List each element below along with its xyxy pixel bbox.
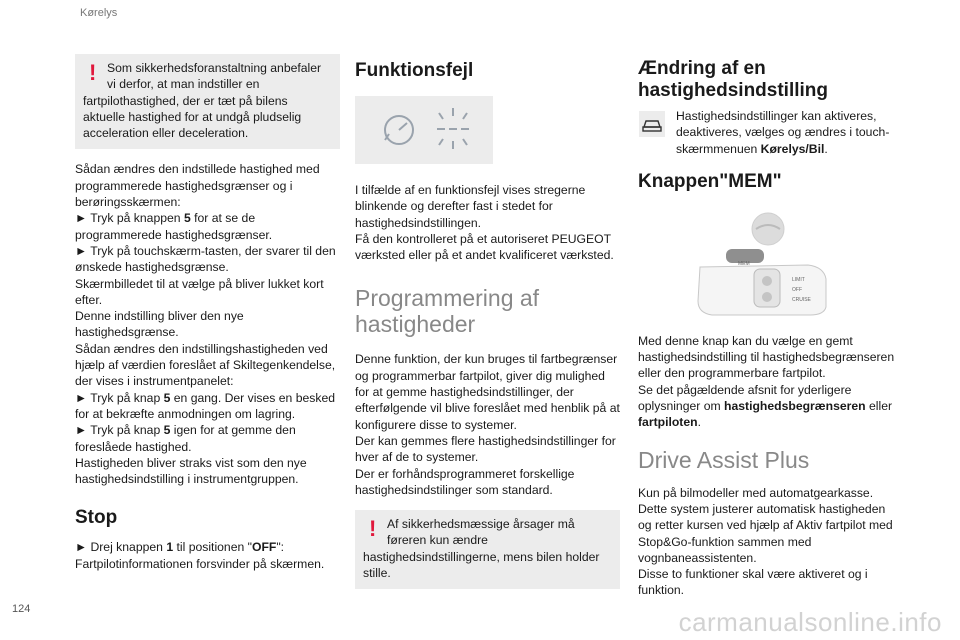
- stop-title: Stop: [75, 507, 118, 529]
- column-1: [75, 54, 340, 572]
- mem-text-2: Se det pågældende afsnit for yderligere oplysninger om hastighedsbegrænseren eller fartpiloten.: [638, 382, 893, 430]
- off-label: OFF: [792, 286, 802, 293]
- drive-text-3: Disse to funktioner skal være aktiveret og i funktion.: [638, 567, 868, 598]
- section-header: Kørelys: [80, 7, 118, 19]
- change-text-lead: Hastighedsindstillinger kan aktiveres, deaktiveres, vælges og ændres i touch-skærmmenuen Kørelys/Bil.: [676, 109, 890, 156]
- step-1: ► Tryk på knappen 5 for at se de programmerede hastighedsgrænser.: [75, 211, 273, 242]
- limit-label: LIMIT: [792, 276, 805, 283]
- warning-icon: !: [89, 60, 97, 85]
- cruise-stalk-illustration: [638, 207, 900, 319]
- car-icon: [638, 110, 666, 138]
- step-3: ► Tryk på knap 5 en gang. Der vises en besked for at bekræfte anmodningen om lagring.: [75, 390, 336, 421]
- warning-icon: !: [369, 516, 377, 542]
- step-2: ► Tryk på touchskærm-tasten, der svarer til den ønskede hastighedsgrænse.: [75, 243, 336, 275]
- fault-text-2: Få den kontrolleret på et autoriseret PEUGEOT værksted eller på et andet kvalificeret værksted.: [355, 231, 614, 263]
- mem-text: Med denne knap kan du vælge en gemt hastighedsindstilling til hastighedsbegrænseren eller den programmerbare fartpilot.: [638, 333, 895, 381]
- watermark: carmanualsonline.info: [678, 607, 942, 637]
- warning-line-2: vi derfor, at man indstiller en: [107, 77, 260, 92]
- programming-text: Denne funktion, der kun bruges til fartbegrænser og programmerbar fartpilot, giver dig mulighed for at gemme hastighedsindstillinger, der efterfølgende vil blive foreslået med henblik på at konfigurere disse to systemer.: [355, 352, 620, 432]
- mem-title: Knappen"MEM": [638, 170, 782, 192]
- fault-title: Funktionsfejl: [355, 60, 474, 81]
- warning-text: fartpilothastighed, der er tæt på bilens aktuelle hastighed for at undgå pludselig acceleration eller deceleration.: [83, 93, 302, 141]
- change-title-2: hastighedsindstilling: [638, 80, 829, 101]
- drive-text-2: Dette system justerer automatisk hastigheden og retter kursen ved hjælp af Aktiv fartpilot med Stop&Go-funktion sammen med vognbaneassistenten.: [638, 501, 893, 565]
- fault-text: I tilfælde af en funktionsfejl vises stregerne blinkende og derefter fast i stedet for hastighedsindstillingen.: [355, 183, 586, 230]
- step-2b: Skærmbilledet til at vælge på bliver lukket kort efter.: [75, 276, 324, 307]
- drive-text: Kun på bilmodeller med automatgearkasse.: [638, 485, 874, 500]
- drive-assist-title: Drive Assist Plus: [638, 446, 810, 473]
- intro-text: Sådan ændres den indstillede hastighed med programmerede hastighedsgrænser og i berøringsskærmen:: [75, 162, 320, 210]
- programming-text-2: Der kan gemmes flere hastighedsindstillinger for hver af de to systemer.: [355, 433, 616, 465]
- change-row: [638, 108, 900, 157]
- warning-box: [75, 54, 340, 149]
- warning-line-1: Som sikkerhedsforanstaltning anbefaler: [107, 61, 322, 75]
- programming-text-3: Der er forhåndsprogrammeret forskellige hastighedsindstilinger som standard.: [355, 466, 575, 497]
- fault-icon-box: [355, 96, 493, 164]
- intro-2: Sådan ændres den indstillingshastigheden ved hjælp af værdien foreslået af Skiltegenkendelse, der vises i instrumentpanelet:: [75, 341, 336, 389]
- warning-line-2: føreren kun ændre: [387, 533, 488, 548]
- column-2: [355, 54, 620, 589]
- stop-text: ► Drej knappen 1 til positionen "OFF": Fartpilotinformationen forsvinder på skærmen.: [75, 540, 325, 571]
- column-3: [638, 54, 900, 599]
- warning-text: hastighedsindstillingerne, mens bilen holder stille.: [363, 549, 600, 581]
- change-title-1: Ændring af en: [638, 58, 766, 79]
- warning-line-1: Af sikkerhedsmæssige årsager må: [387, 517, 575, 532]
- closing-text: Hastigheden bliver straks vist som den nye hastighedsindstilling i instrumentgruppen.: [75, 455, 307, 487]
- mem-label: MEM: [738, 260, 750, 267]
- programming-title-2: hastigheder: [355, 311, 476, 338]
- warning-box-2: [355, 510, 620, 589]
- cruise-label: CRUISE: [792, 296, 811, 303]
- step-2c: Denne indstilling bliver den nye hastighedsgrænse.: [75, 309, 244, 340]
- page-number: 124: [12, 603, 31, 615]
- programming-title-1: Programmering af: [355, 285, 540, 312]
- step-4: ► Tryk på knap 5 igen for at gemme den foreslåede hastighed.: [75, 423, 296, 454]
- speedometer-dashes-icon: [355, 96, 493, 164]
